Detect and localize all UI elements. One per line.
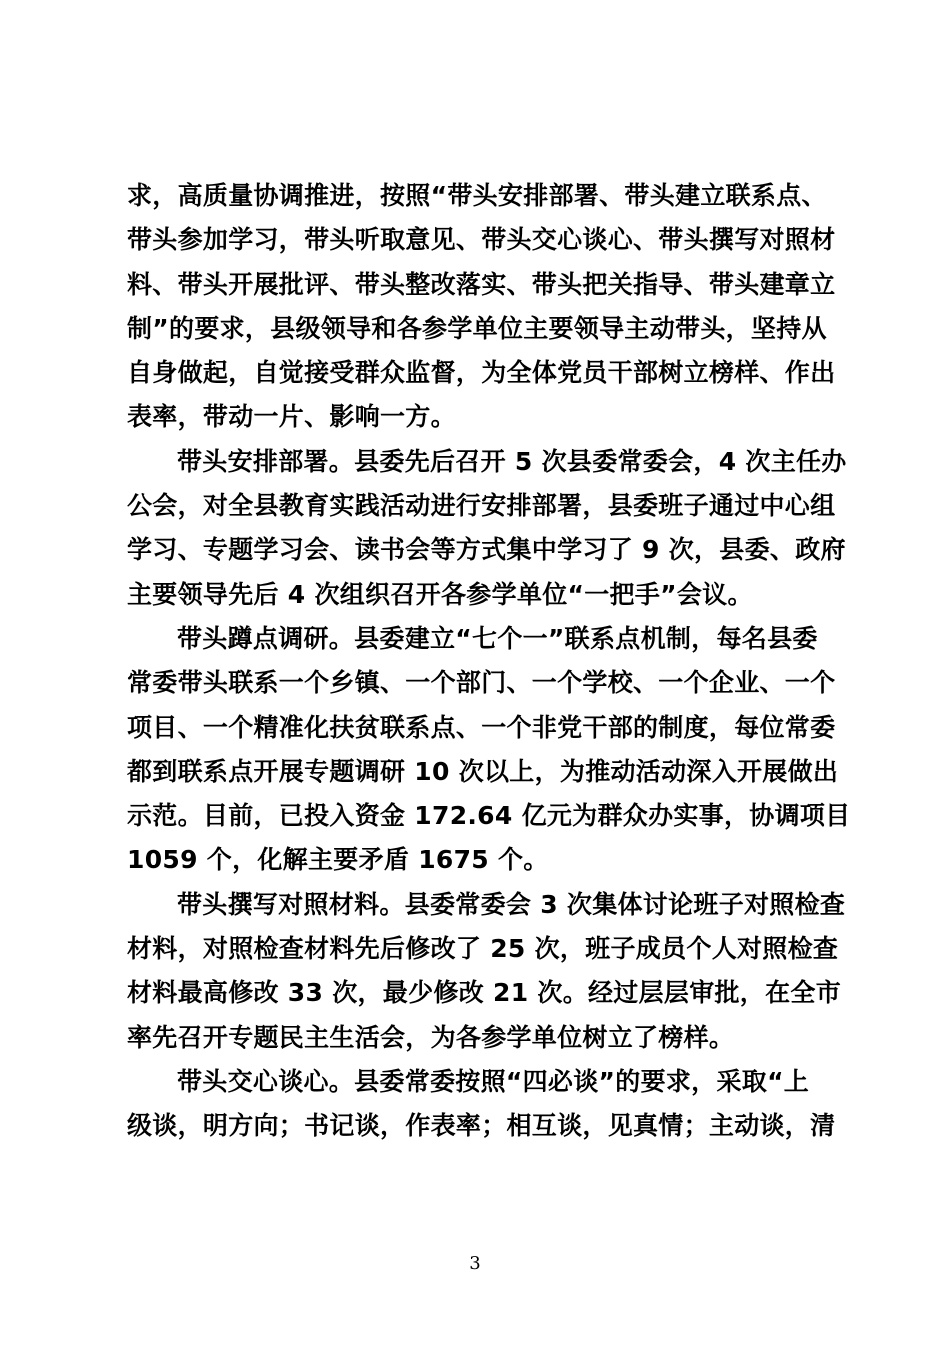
text-line: 公会，对全县教育实践活动进行安排部署，县委班子通过中心组 [127, 491, 836, 521]
text-line: 都到联系点开展专题调研 10 次以上，为推动活动深入开展做出 [127, 756, 839, 786]
paragraph-research [127, 617, 851, 883]
text-line: 料、带头开展批评、带头整改落实、带头把关指导、带头建章立 [127, 269, 836, 299]
paragraph-continuation [127, 174, 836, 440]
text-line: 带头交心谈心。县委常委按照“四必谈”的要求，采取“上 [177, 1066, 810, 1096]
text-line: 示范。目前，已投入资金 172.64 亿元为群众办实事，协调项目 [127, 801, 851, 831]
text-line: 带头撰写对照材料。县委常委会 3 次集体讨论班子对照检查 [177, 889, 846, 919]
paragraph-materials [127, 883, 846, 1060]
text-line: 求，高质量协调推进，按照“带头安排部署、带头建立联系点、 [127, 181, 827, 210]
text-line: 材料，对照检查材料先后修改了 25 次，班子成员个人对照检查 [127, 934, 839, 964]
text-line: 主要领导先后 4 次组织召开各参学单位“一把手”会议。 [127, 579, 753, 609]
text-line: 级谈，明方向；书记谈，作表率；相互谈，见真情；主动谈，清 [127, 1111, 836, 1141]
text-line: 带头参加学习，带头听取意见、带头交心谈心、带头撰写对照材 [127, 225, 836, 255]
text-line: 制”的要求，县级领导和各参学单位主要领导主动带头，坚持从 [127, 313, 827, 343]
text-line: 项目、一个精准化扶贫联系点、一个非党干部的制度，每位常委 [127, 712, 836, 742]
text-line: 材料最高修改 33 次，最少修改 21 次。经过层层审批，在全市 [127, 978, 841, 1008]
text-line: 常委带头联系一个乡镇、一个部门、一个学校、一个企业、一个 [127, 668, 836, 698]
text-line: 带头蹲点调研。县委建立“七个一”联系点机制，每名县委 [177, 623, 818, 653]
text-line: 学习、专题学习会、读书会等方式集中学习了 9 次，县委、政府 [127, 535, 846, 565]
text-line: 带头安排部署。县委先后召开 5 次县委常委会，4 次主任办 [177, 446, 847, 476]
page-number: 3 [469, 1253, 481, 1274]
text-line: 率先召开专题民主生活会，为各参学单位树立了榜样。 [127, 1022, 735, 1052]
paragraph-arrangement [127, 440, 847, 617]
text-line: 自身做起，自觉接受群众监督，为全体党员干部树立榜样、作出 [127, 358, 836, 388]
paragraph-talks [127, 1060, 836, 1149]
text-line: 表率，带动一片、影响一方。 [127, 402, 456, 432]
body-text [127, 174, 851, 1149]
text-line: 1059 个，化解主要矛盾 1675 个。 [127, 845, 549, 875]
